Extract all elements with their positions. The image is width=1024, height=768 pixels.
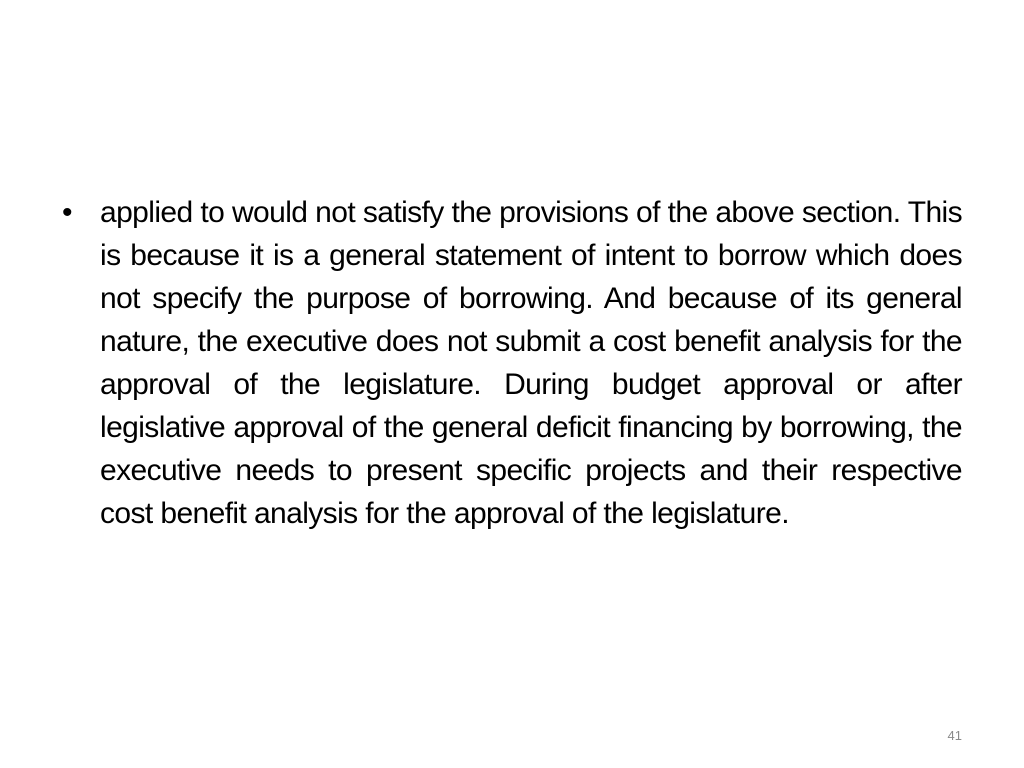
bullet-item	[62, 191, 962, 535]
bullet-paragraph: applied to would not satisfy the provisions of the above section. This is because it is a general statement of intent to borrow which does not specify the purpose of borrowing. And because of its general nature, the executive does not submit a cost benefit analysis for the approval of the legislature. During budget approval or after legislative approval of the general deficit financing by borrowing, the executive needs to present specific projects and their respective cost benefit analysis for the approval of the legislature.	[100, 196, 962, 530]
slide-number: 41	[947, 728, 962, 743]
bullet-marker: •	[62, 196, 73, 229]
